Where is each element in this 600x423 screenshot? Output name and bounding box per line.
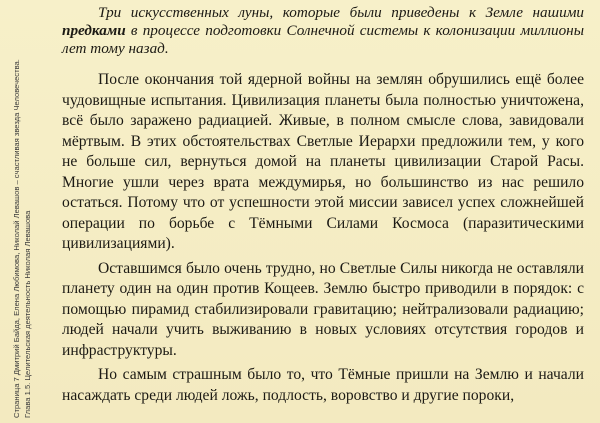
intro-text-1: Три искусственных луны, которые были приведены к Земле нашими [98,4,584,21]
side-caption-line-2: Глава 1.5. Целительская деятельность Николая Левашова [23,210,32,418]
intro-bold: предками [62,22,126,39]
paragraph-2: Оставшимся было очень трудно, но Светлые Силы никогда не оставляли планету один на один против Кощеев. Землю быстро приводили в порядок: с помощью пирамид стабилизировали гравитацию; нейтрализовали радиацию; людей начали учить выживанию в новых условиях отсутствия городов и инфраструктуры. [62,259,584,359]
document-body [62,4,584,410]
side-caption-line-1: Страница 7 Дмитрий Байда, Елена Любимова, Николай Левашов – счастливая звезда Человечества. [12,59,21,418]
paragraph-3: Но самым страшным было то, что Тёмные пришли на Землю и начали насаждать среди людей ложь, подлость, воровство и другие пороки, [62,366,584,404]
intro-text-2: в процессе подготовки Солнечной системы к колонизации миллионы лет тому назад. [62,22,584,57]
paragraph-1: После окончания той ядерной войны на землян обрушились ещё более чудовищные испытания. Цивилизация планеты была полностью уничтожена, всё было заражено радиацией. Живые, в полном смысле слова, завидовали мёртвым. В этих обстоятельствах Светлые Иерархи предложили тем, у кого не больше сил, вернуться домой на планеты цивилизации Старой Расы. Многие ушли через врата междумирья, но большинство из нас решило остаться. Потому что от успешности этой миссии зависел успех сложнейшей операции по борьбе с Тёмными Силами Космоса (паразитическими цивилизациями). [62,71,584,252]
intro-caption [62,4,584,58]
side-caption [4,0,44,423]
